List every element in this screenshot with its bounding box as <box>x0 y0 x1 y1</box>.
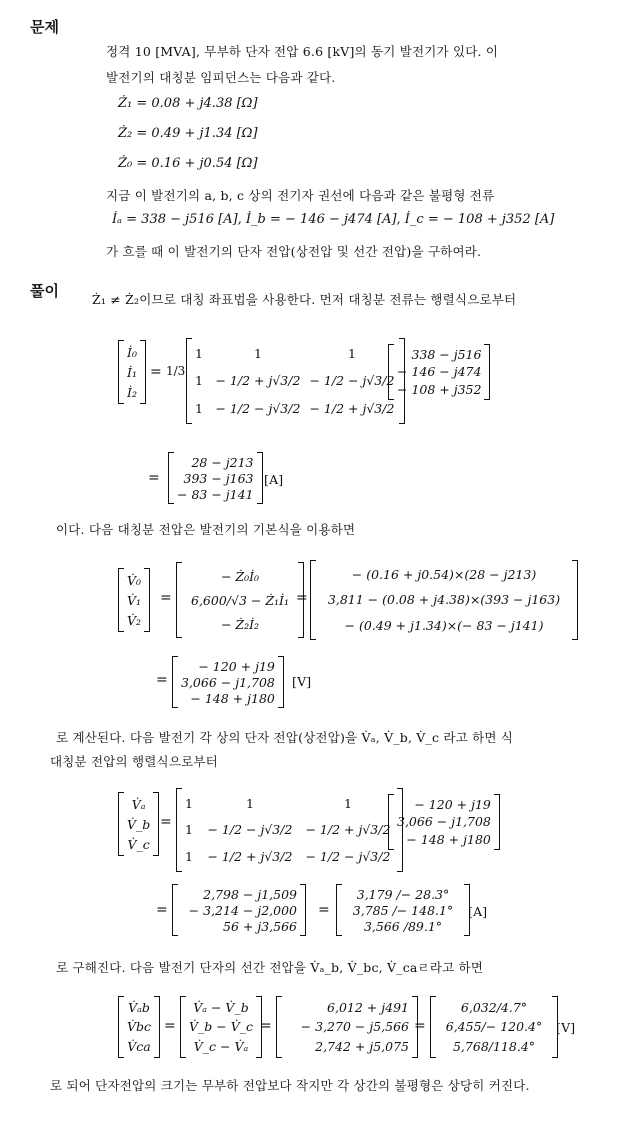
equals-sign: = <box>414 1018 426 1034</box>
m1-r3c1: 1 <box>195 400 203 416</box>
vc-rect: 56 + j3,566 <box>223 918 297 934</box>
vab-rect: 6,012 + j491 <box>327 1000 409 1016</box>
vbc-rect: − 3,270 − j5,566 <box>300 1019 409 1035</box>
unit-volt: [V] <box>292 674 312 689</box>
problem-line-4: 가 흐를 때 이 발전기의 단자 전압(상전압 및 선간 전압)을 구하여라. <box>106 244 482 259</box>
m1-r1c1: 1 <box>195 346 203 362</box>
equals-sign: = <box>156 672 168 688</box>
v0-value: − 120 + j19 <box>198 658 275 674</box>
one-third: 1/3 <box>166 364 186 378</box>
v2-formula: − Ż₂İ₂ <box>220 616 260 632</box>
v1: V̇₁ <box>127 592 142 608</box>
m3-r2c1: 1 <box>185 822 193 838</box>
voltage-substitution <box>310 560 578 640</box>
equals-sign: = <box>296 590 308 606</box>
line-voltage-rect <box>276 996 418 1058</box>
impedance-z0: Ż₀ = 0.16 + j0.54 [Ω] <box>118 156 258 171</box>
vca-rect: 2,742 + j5,075 <box>315 1038 409 1054</box>
i1: İ₁ <box>127 364 137 380</box>
equals-sign: = <box>260 1018 272 1034</box>
problem-line-2: 발전기의 대칭분 임피던스는 다음과 같다. <box>106 70 336 85</box>
i0-value: 28 − j213 <box>191 454 254 470</box>
phase-voltage-lhs <box>118 792 159 856</box>
vca-diff: V̇_c − V̇ₐ <box>193 1038 249 1054</box>
solution-text-3a: 로 계산된다. 다음 발전기 각 상의 단자 전압(상전압)을 V̇ₐ, V̇_b, V̇_c 라고 하면 식 <box>56 730 514 745</box>
symmetric-current-result <box>168 452 263 504</box>
solution-text-3b: 대칭분 전압의 행렬식으로부터 <box>50 754 218 769</box>
transform-matrix-1 <box>186 338 405 424</box>
current-vector-lhs <box>118 340 146 404</box>
vb: V̇_b <box>127 816 151 832</box>
ia-value: 338 − j516 <box>411 347 482 363</box>
vb-polar: 3,785 /− 148.1° <box>352 902 454 918</box>
m1-r2c3: − 1/2 − j√3/2 <box>309 373 395 389</box>
solution-text-4: 로 구해진다. 다음 발전기 단자의 선간 전압을 V̇ₐ_b, V̇_bc, V̇_caㄹ라고 하면 <box>56 960 484 975</box>
v2-entry: − 148 + j180 <box>406 831 491 847</box>
phase-voltage-polar <box>336 884 470 936</box>
v2-value: − 148 + j180 <box>190 690 275 706</box>
phase-voltage-rect <box>172 884 306 936</box>
transform-matrix-3 <box>176 788 403 872</box>
line-voltage-difference <box>180 996 262 1058</box>
va: V̇ₐ <box>131 796 146 812</box>
equals-sign: = <box>160 814 172 830</box>
problem-heading: 문제 <box>30 18 59 36</box>
m3-r2c2: − 1/2 − j√3/2 <box>207 822 293 838</box>
m3-r3c2: − 1/2 + j√3/2 <box>207 849 293 865</box>
m1-r3c3: − 1/2 + j√3/2 <box>309 400 395 416</box>
v1-value: 3,066 − j1,708 <box>181 674 275 690</box>
symmetric-voltage-result <box>172 656 284 708</box>
symmetric-voltage-vector <box>388 794 500 850</box>
va-polar: 3,179 /− 28.3° <box>356 886 450 902</box>
m3-r3c3: − 1/2 − j√3/2 <box>305 849 391 865</box>
vca-polar: 5,768/118.4° <box>452 1038 536 1054</box>
i0: İ₀ <box>127 344 137 360</box>
vab: V̇ₐb <box>128 1000 150 1016</box>
m1-r2c2: − 1/2 + j√3/2 <box>215 373 301 389</box>
generator-basic-equation <box>176 562 304 638</box>
v2: V̇₂ <box>127 612 142 628</box>
vbc-diff: V̇_b − V̇_c <box>189 1019 253 1035</box>
m3-r1c1: 1 <box>185 795 193 811</box>
solution-intro: Ż₁ ≠ Ż₂이므로 대칭 좌표법을 사용한다. 먼저 대칭분 전류는 행렬식으로부터 <box>92 292 517 307</box>
vbc-polar: 6,455/− 120.4° <box>445 1019 543 1035</box>
v1-entry: 3,066 − j1,708 <box>397 814 491 830</box>
vab-polar: 6,032/4.7° <box>460 1000 528 1016</box>
conclusion: 로 되어 단자전압의 크기는 무부하 전압보다 작지만 각 상간의 불평형은 상당히 커진다. <box>50 1078 530 1093</box>
impedance-z2: Ż₂ = 0.49 + j1.34 [Ω] <box>118 126 258 141</box>
unit-volt-2: [V] <box>556 1020 576 1035</box>
m1-r2c1: 1 <box>195 373 203 389</box>
v2-substitution: − (0.49 + j1.34)×(− 83 − j141) <box>344 617 544 633</box>
equals-sign: = <box>150 364 162 380</box>
vca: V̇ca <box>127 1038 151 1054</box>
v0-substitution: − (0.16 + j0.54)×(28 − j213) <box>351 567 537 583</box>
ic-value: − 108 + j352 <box>397 381 482 397</box>
unbalanced-currents: İₐ = 338 − j516 [A], İ_b = − 146 − j474 [A], İ_c = − 108 + j352 [A] <box>112 212 555 227</box>
m3-r1c2: 1 <box>245 795 254 811</box>
impedance-z1: Ż₁ = 0.08 + j4.38 [Ω] <box>118 96 258 111</box>
solution-heading: 풀이 <box>30 282 59 300</box>
vbc: V̇bc <box>127 1019 152 1035</box>
vab-diff: V̇ₐ − V̇_b <box>193 1000 249 1016</box>
i2: İ₂ <box>127 384 137 400</box>
vc: V̇_c <box>127 836 150 852</box>
m1-r1c3: 1 <box>347 346 356 362</box>
line-voltage-polar <box>430 996 558 1058</box>
unit-ampere-2: [A] <box>468 904 488 919</box>
solution-text-2: 이다. 다음 대칭분 전압은 발전기의 기본식을 이용하면 <box>56 522 356 537</box>
equals-sign: = <box>156 902 168 918</box>
v0: V̇₀ <box>127 572 142 588</box>
vc-polar: 3,566 /89.1° <box>363 918 443 934</box>
v1-substitution: 3,811 − (0.08 + j4.38)×(393 − j163) <box>327 592 561 608</box>
equals-sign: = <box>164 1018 176 1034</box>
va-rect: 2,798 − j1,509 <box>203 886 297 902</box>
line-voltage-lhs <box>118 996 160 1058</box>
m3-r3c1: 1 <box>185 849 193 865</box>
phase-current-vector <box>388 344 490 400</box>
m1-r1c2: 1 <box>253 346 262 362</box>
m3-r1c3: 1 <box>343 795 352 811</box>
equals-sign: = <box>318 902 330 918</box>
problem-line-3: 지금 이 발전기의 a, b, c 상의 전기자 권선에 다음과 같은 불평형 전류 <box>106 188 495 203</box>
unit-ampere: [A] <box>264 472 284 487</box>
vb-rect: − 3,214 − j2,000 <box>188 902 297 918</box>
equals-sign: = <box>160 590 172 606</box>
i1-value: 393 − j163 <box>183 470 254 486</box>
problem-line-1: 정격 10 [MVA], 무부하 단자 전압 6.6 [kV]의 동기 발전기가 있다. 이 <box>106 44 499 59</box>
i2-value: − 83 − j141 <box>177 486 254 502</box>
ib-value: − 146 − j474 <box>397 364 482 380</box>
v0-entry: − 120 + j19 <box>414 797 491 813</box>
symmetric-voltage-lhs <box>118 568 150 632</box>
m1-r3c2: − 1/2 − j√3/2 <box>215 400 301 416</box>
v0-formula: − Ż₀İ₀ <box>220 568 260 584</box>
m3-r2c3: − 1/2 + j√3/2 <box>305 822 391 838</box>
equals-sign: = <box>148 470 160 486</box>
v1-formula: 6,600/√3 − Ż₁İ₁ <box>191 592 289 608</box>
